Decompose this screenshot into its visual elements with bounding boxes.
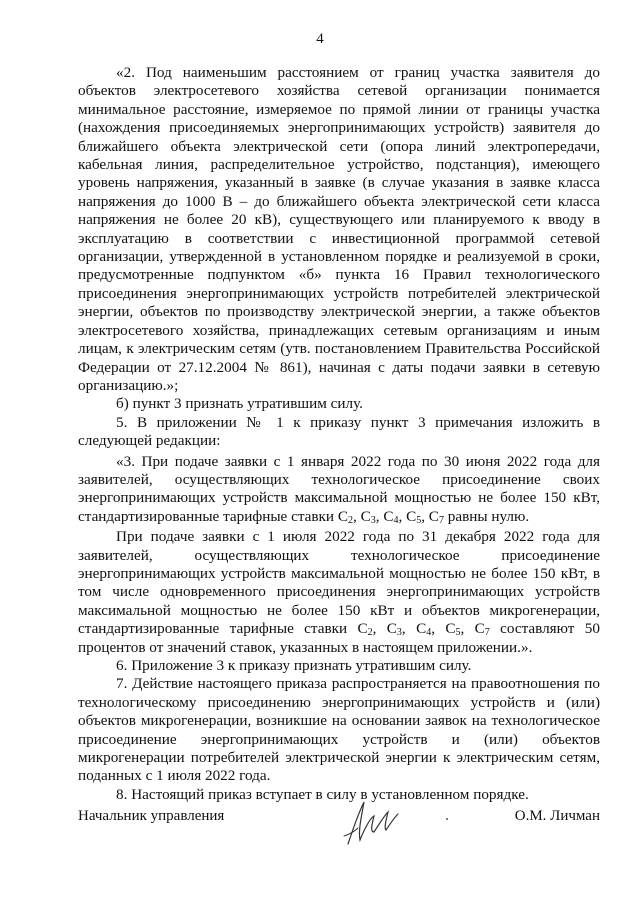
paragraph-2: б) пункт 3 признать утратившим силу. xyxy=(116,395,363,413)
paragraph-6: 6. Приложение 3 к приказу признать утратившим силу. xyxy=(116,657,472,674)
signatory-name: О.М. Личман xyxy=(514,808,600,824)
paragraph-4: «3. При подаче заявки с 1 января 2022 года по 30 июня 2022 года для заявителей, осуществляющих технологическое присоединение своих энергопринимающих устройств максимальной мощностью не более 150 кВт, стандартизированные тарифные ставки $С_2$, $С_3$, $С_4$, $С_5$, $С_7$ равны нулю. xyxy=(78,452,600,526)
signature-dot xyxy=(446,818,448,820)
page-number: 4 xyxy=(316,31,324,47)
signature-block xyxy=(78,800,600,860)
signatory-position: Начальник управления xyxy=(78,808,225,824)
document-body xyxy=(78,64,600,804)
paragraph-5: При подаче заявки с 1 июля 2022 года по 31 декабря 2022 года для заявителей, осуществляющих технологическое присоединение энергопринимающих устройств максимальной мощностью не более 150 кВт, в том числе одновременного присоединения энергопринимающих устройств максимальной мощностью не более 150 кВт и объектов микрогенерации, стандартизированные тарифные ставки $С_2$, $С_3$, $С_4$, $С_5$, $С_7$ составляют 50 процентов от значений ставок, указанных в настоящем приложении.». xyxy=(78,528,600,656)
paragraph-8: 8. Настоящий приказ вступает в силу в установленном порядке. xyxy=(116,785,529,803)
paragraph-1: «2. Под наименьшим расстоянием от границ участка заявителя до объектов электросетевого хозяйства сетевой организации понимается минимальное расстояние, измеряемое по прямой линии от границы участка (нахождения присоединяемых энергопринимающих устройств) заявителя до ближайшего объекта электрической сети (опора линий электропередачи, кабельная линия, распределительное устройство, подстанция), имеющего уровень напряжения, указанный в заявке (в случае указания в заявке класса напряжения до 1000 В – до ближайшего объекта электрической сети класса напряжения не более 20 кВ), существующего или планируемого к вводу в эксплуатацию в соответствии с инвестиционной программой сетевой организации, утвержденной в установленном порядке и реализуемой в сроки, предусмотренные подпунктом «б» пункта 16 Правил технологического присоединения энергопринимающих устройств потребителей электрической энергии, объектов по производству электрической энергии, а также объектов электросетевого хозяйства, принадлежащих сетевым организациям и иным лицам, к электрическим сетям (утв. постановлением Правительства Российской Федерации от 27.12.2004 № 861), начиная с даты подачи заявки в сетевую организацию.»; xyxy=(78,64,600,394)
handwritten-signature xyxy=(340,796,404,852)
paragraph-7: 7. Действие настоящего приказа распространяется на правоотношения по технологическому присоединению энергопринимающих устройств и (или) объектов микрогенерации, возникшие на основании заявок на технологическое присоединение энергопринимающих устройств и (или) объектов микрогенерации потребителей электрической энергии к электрическим сетям, поданных с 1 июля 2022 года. xyxy=(78,675,600,785)
paragraph-3: 5. В приложении № 1 к приказу пункт 3 примечания изложить в следующей редакции: xyxy=(78,413,600,450)
